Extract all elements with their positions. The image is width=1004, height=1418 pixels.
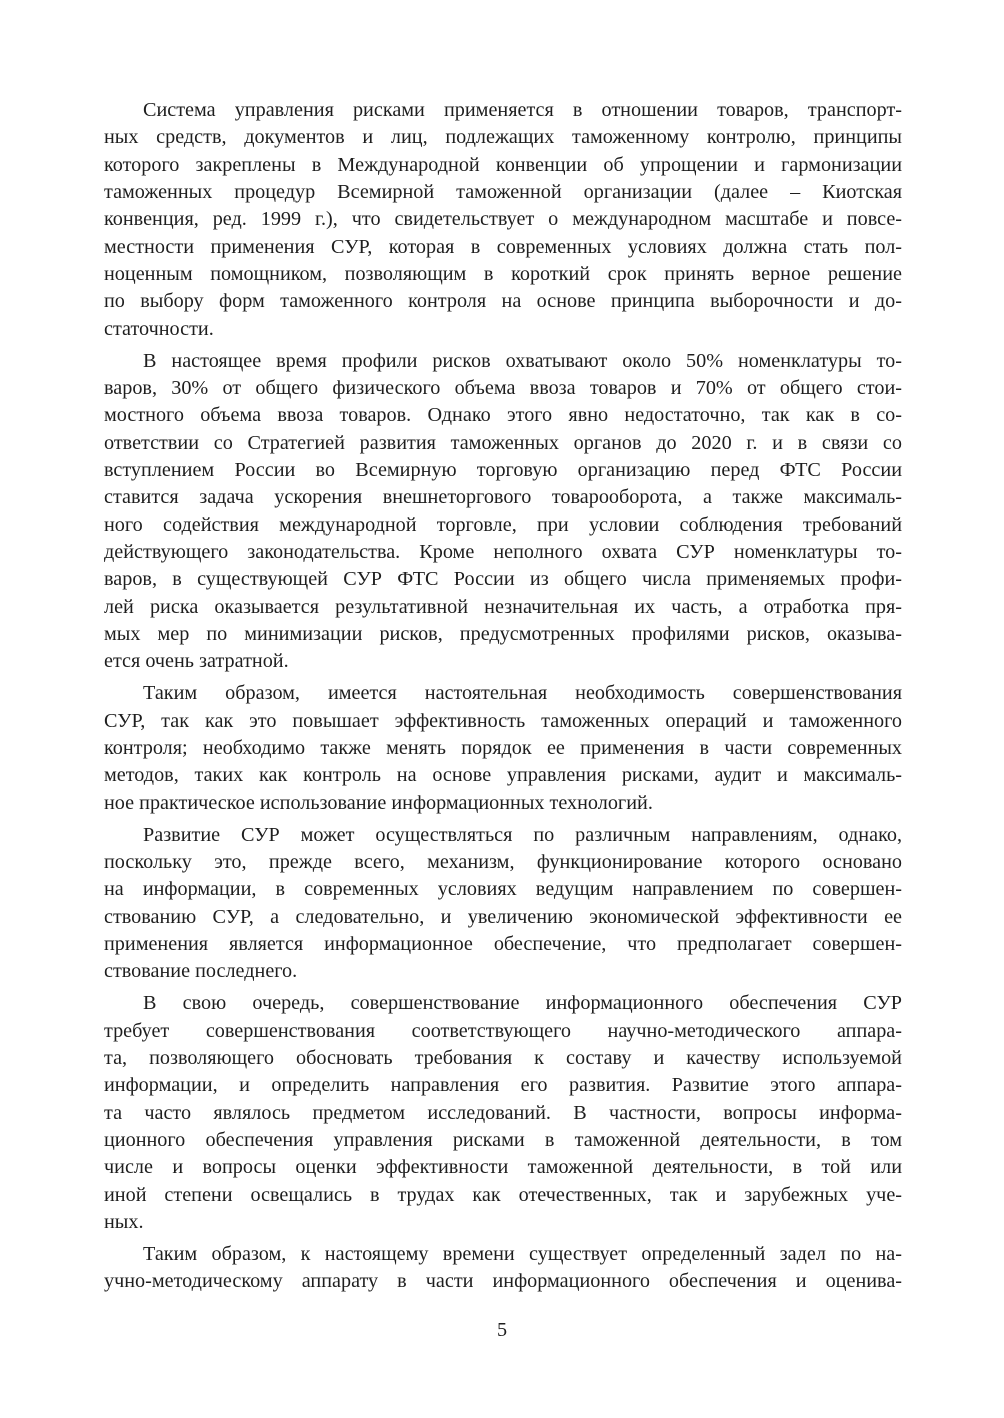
text-line: на информации, в современных условиях ведущим направлением по совершен- — [104, 878, 902, 901]
text-line: В свою очередь, совершенствование информационного обеспечения СУР — [143, 992, 902, 1015]
text-line: Таким образом, к настоящему времени существует определенный задел по на- — [143, 1243, 902, 1266]
text-line: ное практическое использование информационных технологий. — [104, 791, 653, 814]
text-line: ответствии со Стратегией развития таможенных органов до 2020 г. и в связи со — [104, 431, 902, 454]
text-line: Система управления рисками применяется в отношении товаров, транспорт- — [143, 99, 902, 121]
text-line: варов, в существующей СУР ФТС России из общего числа применяемых профи- — [104, 568, 902, 591]
text-line: которого закреплены в Международной конвенции об упрощении и гармонизации — [104, 153, 902, 176]
text-line: ется очень затратной. — [104, 650, 289, 673]
paragraph — [104, 822, 902, 986]
paragraph — [104, 97, 902, 343]
text-line: СУР, так как это повышает эффективность таможенных операций и таможенного — [104, 709, 902, 732]
text-line: контроля; необходимо также менять порядок ее применения в части современных — [104, 737, 902, 760]
text-line: числе и вопросы оценки эффективности таможенной деятельности, в той или — [104, 1156, 902, 1179]
text-line: мых мер по минимизации рисков, предусмотренных профилями рисков, оказыва- — [104, 623, 902, 646]
text-line: ноценным помощником, позволяющим в короткий срок принять верное решение — [104, 263, 902, 286]
text-line: требует совершенствования соответствующего научно-методического аппара- — [104, 1019, 902, 1042]
text-line: лей риска оказывается результативной незначительная их часть, а отработка пря- — [104, 595, 902, 618]
text-line: конвенция, ред. 1999 г.), что свидетельствует о международном масштабе и повсе- — [104, 208, 902, 231]
text-line: В настоящее время профили рисков охватывают около 50% номенклатуры то- — [143, 349, 902, 372]
paragraph — [104, 348, 902, 676]
text-line: Таким образом, имеется настоятельная необходимость совершенствования — [143, 682, 902, 705]
text-line: ных средств, документов и лиц, подлежащих таможенному контролю, принципы — [104, 126, 902, 149]
text-line: поскольку это, прежде всего, механизм, функционирование которого основано — [104, 851, 902, 874]
paragraph — [104, 680, 902, 817]
text-line: ного содействия международной торговле, при условии соблюдения требований — [104, 513, 902, 536]
text-line: Развитие СУР может осуществляться по различным направлениям, однако, — [143, 823, 902, 846]
text-line: учно-методическому аппарату в части информационного обеспечения и оценива- — [104, 1270, 902, 1293]
text-line: иной степени освещались в трудах как отечественных, так и зарубежных уче- — [104, 1183, 902, 1206]
text-line: та, позволяющего обосновать требования к составу и качеству используемой — [104, 1047, 902, 1070]
text-line: та часто являлось предметом исследований. В частности, вопросы информа- — [104, 1101, 902, 1124]
text-line: таможенных процедур Всемирной таможенной организации (далее – Киотская — [104, 181, 902, 204]
text-line: методов, таких как контроль на основе управления рисками, аудит и максималь- — [104, 764, 902, 787]
text-line: применения является информационное обеспечение, что предполагает совершен- — [104, 933, 902, 956]
text-line: ствованию СУР, а следовательно, и увеличению экономической эффективности ее — [104, 905, 902, 928]
text-line: по выбору форм таможенного контроля на основе принципа выборочности и до- — [104, 290, 902, 313]
paragraph — [104, 990, 902, 1236]
text-line: ствование последнего. — [104, 960, 298, 983]
text-line: ставится задача ускорения внешнеторгового товарооборота, а также максималь- — [104, 486, 902, 509]
text-line: ных. — [104, 1211, 144, 1234]
text-line: вступлением России во Всемирную торговую организацию перед ФТС России — [104, 459, 902, 482]
text-line: мостного объема ввоза товаров. Однако этого явно недостаточно, так как в со- — [104, 404, 902, 427]
page-number: 5 — [496, 1319, 508, 1341]
text-line: варов, 30% от общего физического объема ввоза товаров и 70% от общего стои- — [104, 377, 902, 400]
text-line: статочности. — [104, 317, 214, 340]
text-line: местности применения СУР, которая в современных условиях должна стать пол- — [104, 235, 902, 258]
text-line: действующего законодательства. Кроме неполного охвата СУР номенклатуры то- — [104, 541, 902, 564]
text-line: информации, и определить направления его развития. Развитие этого аппара- — [104, 1074, 902, 1097]
text-line: ционного обеспечения управления рисками в таможенной деятельности, в том — [104, 1129, 902, 1152]
paragraph — [104, 1241, 902, 1296]
body-text — [104, 97, 902, 1300]
